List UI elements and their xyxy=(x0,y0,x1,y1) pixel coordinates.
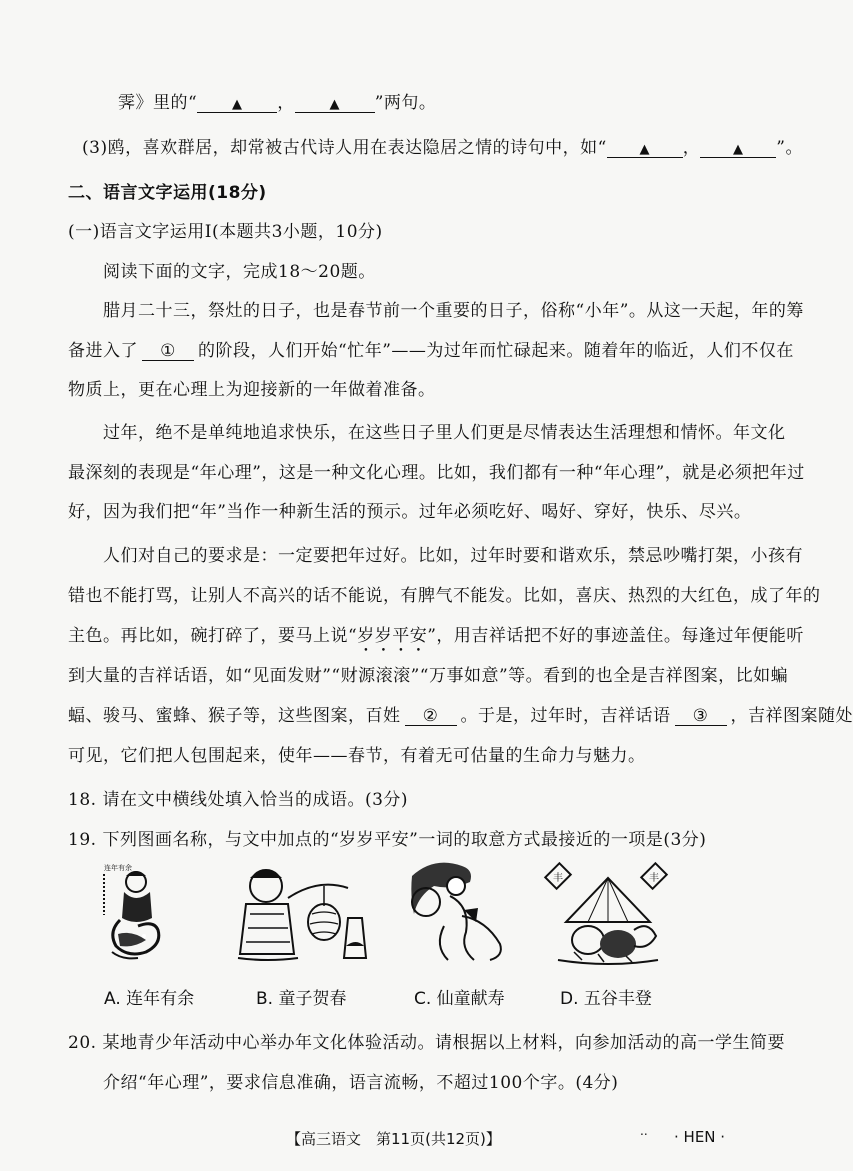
passage-line: 最深刻的表现是“年心理”，这是一种文化心理。比如，我们都有一种“年心理”，就是必须把年过 xyxy=(68,463,805,483)
instruction: 阅读下面的文字，完成18～20题。 xyxy=(103,262,376,282)
option-a[interactable]: A. 连年有余 xyxy=(104,989,195,1009)
boy-with-fish-icon xyxy=(98,860,168,965)
page-footer: 【高三语文 第11页(共12页)】 xyxy=(286,1130,501,1148)
footer-mark: .. xyxy=(640,1124,648,1138)
question-20-continued: 介绍“年心理”，要求信息准确，语言流畅，不超过100个字。(4分) xyxy=(103,1073,619,1093)
passage-line: 可见，它们把人包围起来，使年——春节，有着无可估量的生命力与魅力。 xyxy=(68,746,646,766)
question-18: 18. 请在文中横线处填入恰当的成语。(3分) xyxy=(68,790,409,810)
passage-line: 备进入了 ① 的阶段，人们开始“忙年”——为过年而忙碌起来。随着年的临近，人们不仅在 xyxy=(68,341,794,361)
exam-code: · HEN · xyxy=(674,1128,726,1146)
answer-blank[interactable]: ▲ xyxy=(700,140,776,158)
passage-line: 错也不能打骂，让别人不高兴的话不能说，有脾气不能发。比如，喜庆、热烈的大红色，成了年的 xyxy=(68,586,821,606)
dotted-phrase: 岁岁平安 xyxy=(357,626,428,646)
passage-line: 腊月二十三，祭灶的日子，也是春节前一个重要的日子，俗称“小年”。从这一天起，年的筹 xyxy=(103,301,804,321)
harvest-grain-icon xyxy=(548,860,668,968)
flying-immortal-child-icon xyxy=(404,856,514,968)
answer-blank[interactable]: ▲ xyxy=(295,95,375,113)
passage-line: 主色。再比如，碗打碎了，要马上说“岁岁平安”，用吉祥话把不好的事迹盖住。每逢过年便能听 xyxy=(68,626,804,646)
option-c[interactable]: C. 仙童献寿 xyxy=(414,989,505,1009)
question-19: 19. 下列图画名称，与文中加点的“岁岁平安”一词的取意方式最接近的一项是(3分) xyxy=(68,830,707,850)
svg-text:丰: 丰 xyxy=(553,873,563,884)
option-d[interactable]: D. 五谷丰登 xyxy=(560,989,652,1009)
passage-line: 蝠、骏马、蜜蜂、猴子等，这些图案，百姓 ② 。于是，过年时，吉祥话语 ③ ，吉祥图案随处 xyxy=(68,706,853,726)
passage-line: 人们对自己的要求是：一定要把年过好。比如，过年时要和谐欢乐，禁忌吵嘴打架，小孩有 xyxy=(103,546,803,566)
child-with-lantern-icon xyxy=(228,858,378,968)
blank-2[interactable]: ② xyxy=(405,708,457,726)
sub-heading: (一)语言文字运用Ⅰ(本题共3小题，10分) xyxy=(68,222,383,242)
section-heading: 二、语言文字运用(18分) xyxy=(68,183,267,203)
blank-1[interactable]: ① xyxy=(142,343,194,361)
answer-blank[interactable]: ▲ xyxy=(607,140,683,158)
passage-line: 过年，绝不是单纯地追求快乐，在这些日子里人们更是尽情表达生活理想和情怀。年文化 xyxy=(103,423,786,443)
passage-line: 到大量的吉祥话语，如“见面发财”“财源滚滚”“万事如意”等。看到的也全是吉祥图案，比如蝙 xyxy=(68,666,789,686)
passage-line: 好，因为我们把“年”当作一种新生活的预示。过年必须吃好、喝好、穿好，快乐、尽兴。 xyxy=(68,502,752,522)
poem-fill-line: 霁》里的“ ▲ ， ▲ ”两句。 xyxy=(118,93,437,113)
answer-blank[interactable]: ▲ xyxy=(197,95,277,113)
passage-line: 物质上，更在心理上为迎接新的一年做着准备。 xyxy=(68,380,436,400)
svg-text:连年有余: 连年有余 xyxy=(104,864,132,872)
question-20: 20. 某地青少年活动中心举办年文化体验活动。请根据以上材料，向参加活动的高一学生简要 xyxy=(68,1033,785,1053)
svg-text:丰: 丰 xyxy=(649,873,659,884)
question-3-line: (3)鸥，喜欢群居，却常被古代诗人用在表达隐居之情的诗句中，如“ ▲ ， ▲ ”。 xyxy=(82,138,803,158)
blank-3[interactable]: ③ xyxy=(675,708,727,726)
option-b[interactable]: B. 童子贺春 xyxy=(256,989,347,1009)
